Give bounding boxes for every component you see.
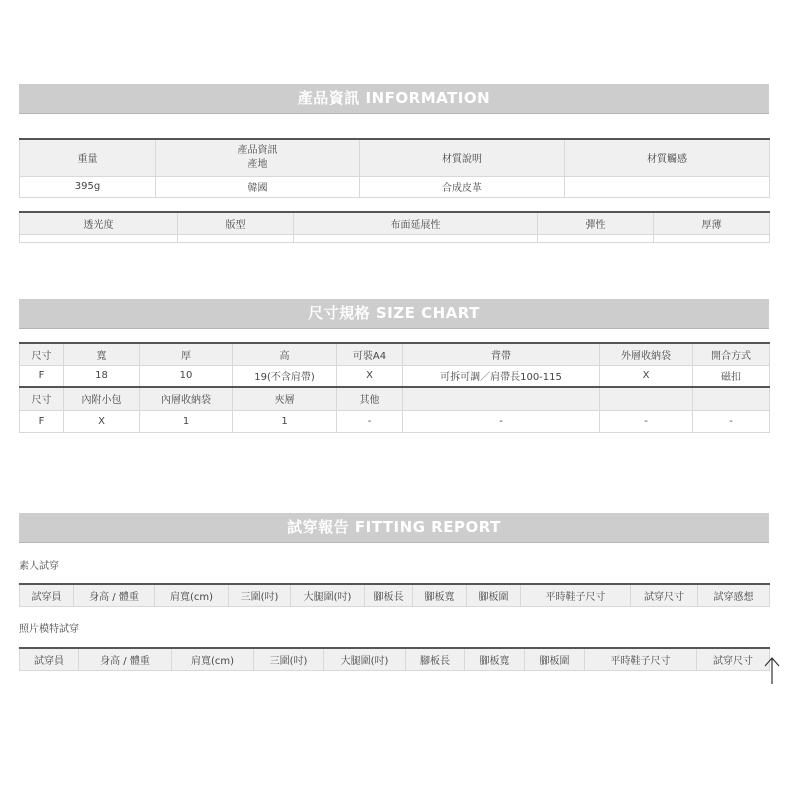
size-cell: X: [600, 365, 693, 387]
header-transparency: 透光度: [20, 212, 178, 234]
size-cell: 磁扣: [693, 365, 770, 387]
cell-texture: [565, 176, 770, 197]
cell-stretch: [294, 234, 538, 242]
size-header: 厚: [140, 343, 233, 365]
size-cell: -: [600, 410, 693, 432]
fitting-header: 平時鞋子尺寸: [521, 584, 631, 606]
info-table-1: [19, 138, 770, 198]
size-header: 外層收納袋: [600, 343, 693, 365]
header-elasticity: 彈性: [538, 212, 654, 234]
size-cell: F: [20, 410, 64, 432]
fitting-header: 試穿員: [20, 584, 74, 606]
model-fitting-label: 照片模特試穿: [19, 624, 79, 635]
fitting-header: 身高 / 體重: [74, 584, 155, 606]
information-banner: 產品資訊 INFORMATION: [19, 84, 769, 114]
size-header: 寬: [64, 343, 140, 365]
header-weight: 重量: [20, 139, 156, 176]
size-header: [403, 387, 600, 410]
cell-material: 合成皮革: [360, 176, 565, 197]
arrow-up-icon[interactable]: [762, 656, 782, 686]
header-origin: 產品資訊 產地: [156, 139, 360, 176]
size-header: 尺寸: [20, 387, 64, 410]
header-thickness: 厚薄: [654, 212, 770, 234]
size-chart-banner: 尺寸規格 SIZE CHART: [19, 299, 769, 329]
amateur-fitting-label: 素人試穿: [19, 561, 59, 572]
fitting-header: 試穿尺寸: [697, 648, 770, 670]
fitting-header: 平時鞋子尺寸: [585, 648, 697, 670]
size-header: 內層收納袋: [140, 387, 233, 410]
header-fit: 版型: [178, 212, 294, 234]
header-material: 材質說明: [360, 139, 565, 176]
size-header: 內附小包: [64, 387, 140, 410]
cell-origin: 韓國: [156, 176, 360, 197]
fitting-header: 試穿員: [20, 648, 79, 670]
fitting-header: 三圍(吋): [254, 648, 324, 670]
size-cell: 1: [233, 410, 337, 432]
size-cell: F: [20, 365, 64, 387]
fitting-header: 腳板寬: [413, 584, 467, 606]
fitting-header: 三圍(吋): [229, 584, 291, 606]
size-header: [600, 387, 693, 410]
cell-elasticity: [538, 234, 654, 242]
fitting-header: 腳板圍: [525, 648, 585, 670]
size-header: [693, 387, 770, 410]
header-texture: 材質觸感: [565, 139, 770, 176]
header-stretch: 布面延展性: [294, 212, 538, 234]
size-header: 高: [233, 343, 337, 365]
size-header: 背帶: [403, 343, 600, 365]
size-header: 可裝A4: [337, 343, 403, 365]
info-table-2: [19, 211, 770, 243]
fitting-header: 大腿圍(吋): [324, 648, 406, 670]
size-cell: 18: [64, 365, 140, 387]
model-fitting-table: [19, 647, 770, 671]
cell-transparency: [20, 234, 178, 242]
cell-fit: [178, 234, 294, 242]
size-header: 尺寸: [20, 343, 64, 365]
fitting-header: 試穿尺寸: [631, 584, 698, 606]
cell-thickness: [654, 234, 770, 242]
fitting-header: 肩寬(cm): [155, 584, 229, 606]
size-header: 開合方式: [693, 343, 770, 365]
fitting-report-banner: 試穿報告 FITTING REPORT: [19, 513, 769, 543]
size-cell: -: [403, 410, 600, 432]
fitting-header: 腳板寬: [465, 648, 525, 670]
size-header: 夾層: [233, 387, 337, 410]
size-header: 其他: [337, 387, 403, 410]
size-cell: 10: [140, 365, 233, 387]
size-cell: X: [64, 410, 140, 432]
size-cell: 可拆可調／肩帶長100-115: [403, 365, 600, 387]
fitting-header: 身高 / 體重: [79, 648, 172, 670]
size-cell: 1: [140, 410, 233, 432]
size-cell: -: [337, 410, 403, 432]
fitting-header: 腳板長: [406, 648, 465, 670]
size-cell: X: [337, 365, 403, 387]
cell-weight: 395g: [20, 176, 156, 197]
fitting-header: 腳板圍: [467, 584, 521, 606]
fitting-header: 試穿感想: [698, 584, 770, 606]
fitting-header: 肩寬(cm): [172, 648, 254, 670]
amateur-fitting-table: [19, 583, 770, 607]
size-cell: 19(不含肩帶): [233, 365, 337, 387]
fitting-header: 大腿圍(吋): [291, 584, 365, 606]
fitting-header: 腳板長: [365, 584, 413, 606]
size-cell: -: [693, 410, 770, 432]
size-table: [19, 342, 770, 433]
